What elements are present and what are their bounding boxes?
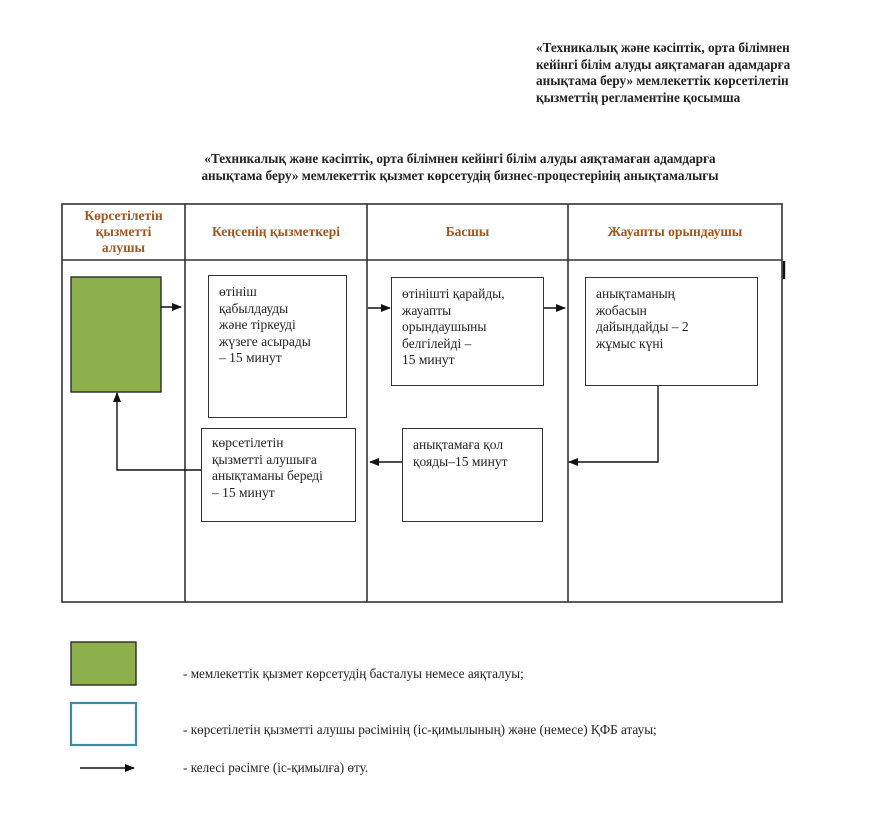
step-line: қызметті алушыға (212, 451, 317, 467)
swimlane-frame (62, 204, 782, 602)
annex-line: анықтама беру» мемлекеттік көрсетілетін (536, 73, 789, 88)
step-5-box (201, 428, 356, 522)
step-3-box (585, 277, 758, 386)
step-line: көрсетілетін (212, 435, 284, 450)
legend-start-end-text: - мемлекеттік қызмет көрсетудің басталуы немесе аяқталуы; (183, 666, 524, 681)
arrow-step3-to-step4 (569, 385, 658, 462)
arrow-step5-to-end (117, 393, 201, 470)
step-line: орындаушыны (402, 319, 487, 334)
step-line: жобасын (596, 302, 647, 318)
lane-header-service-recipient (63, 205, 184, 259)
legend-green-rect (71, 642, 136, 685)
step-line: жұмыс күні (596, 335, 664, 351)
step-line: дайындайды – 2 (596, 319, 689, 334)
lane-header-line: Кеңсенің қызметкері (212, 224, 340, 239)
step-line: белгілейді – (402, 335, 472, 351)
legend-outline-rect (71, 703, 136, 745)
step-line: жүзеге асырады (219, 333, 311, 349)
lane-header-line: алушы (101, 240, 146, 255)
step-line: анықтамаға қол (413, 437, 504, 452)
step-line: анықтаманың (596, 286, 675, 301)
step-line: өтінішті қарайды, (402, 286, 505, 301)
step-line: 15 минут (402, 352, 455, 367)
start-end-block (71, 277, 161, 392)
lane-header-line: Көрсетілетін (84, 208, 163, 223)
annex-line: қызметтің регламентіне қосымша (536, 89, 741, 105)
step-line: өтініш (219, 284, 257, 299)
lane-header-line: қызметті (95, 224, 152, 239)
step-line: және тіркеуді (219, 317, 296, 332)
step-line: қабылдауды (219, 300, 289, 316)
lane-header-line: Басшы (445, 224, 490, 239)
lane-header-head (368, 205, 567, 259)
lane-header-line: Жауапты орындаушы (607, 224, 743, 239)
legend-arrow-text: - келесі рәсімге (іс-қимылға) өту. (183, 760, 369, 775)
lane-header-responsible-executor (569, 205, 781, 259)
step-line: анықтаманы береді (212, 468, 323, 483)
lane-header-office-employee (186, 205, 366, 259)
title-line: анықтама беру» мемлекеттік қызмет көрсетудің бизнес-процестерінің анықтамалығы (201, 167, 719, 183)
title-line: «Техникалық және кәсіптік, орта білімнен кейінгі білім алуды аяқтамаған адамдарға (204, 151, 716, 166)
step-1-box (208, 275, 347, 418)
annex-line: «Техникалық және кәсіптік, орта білімнен (536, 40, 790, 55)
step-line: – 15 минут (212, 484, 275, 500)
step-4-box (402, 428, 543, 522)
step-line: – 15 минут (219, 350, 282, 365)
annex-line: кейінгі білім алуды аяқтамаған адамдарға (536, 56, 791, 72)
step-2-box (391, 277, 544, 386)
step-line: қояды–15 минут (413, 453, 508, 469)
step-line: жауапты (402, 302, 452, 318)
legend-step-text: - көрсетілетін қызметті алушы рәсімінің (іс-қимылының) және (немесе) ҚФБ атауы; (183, 722, 657, 737)
